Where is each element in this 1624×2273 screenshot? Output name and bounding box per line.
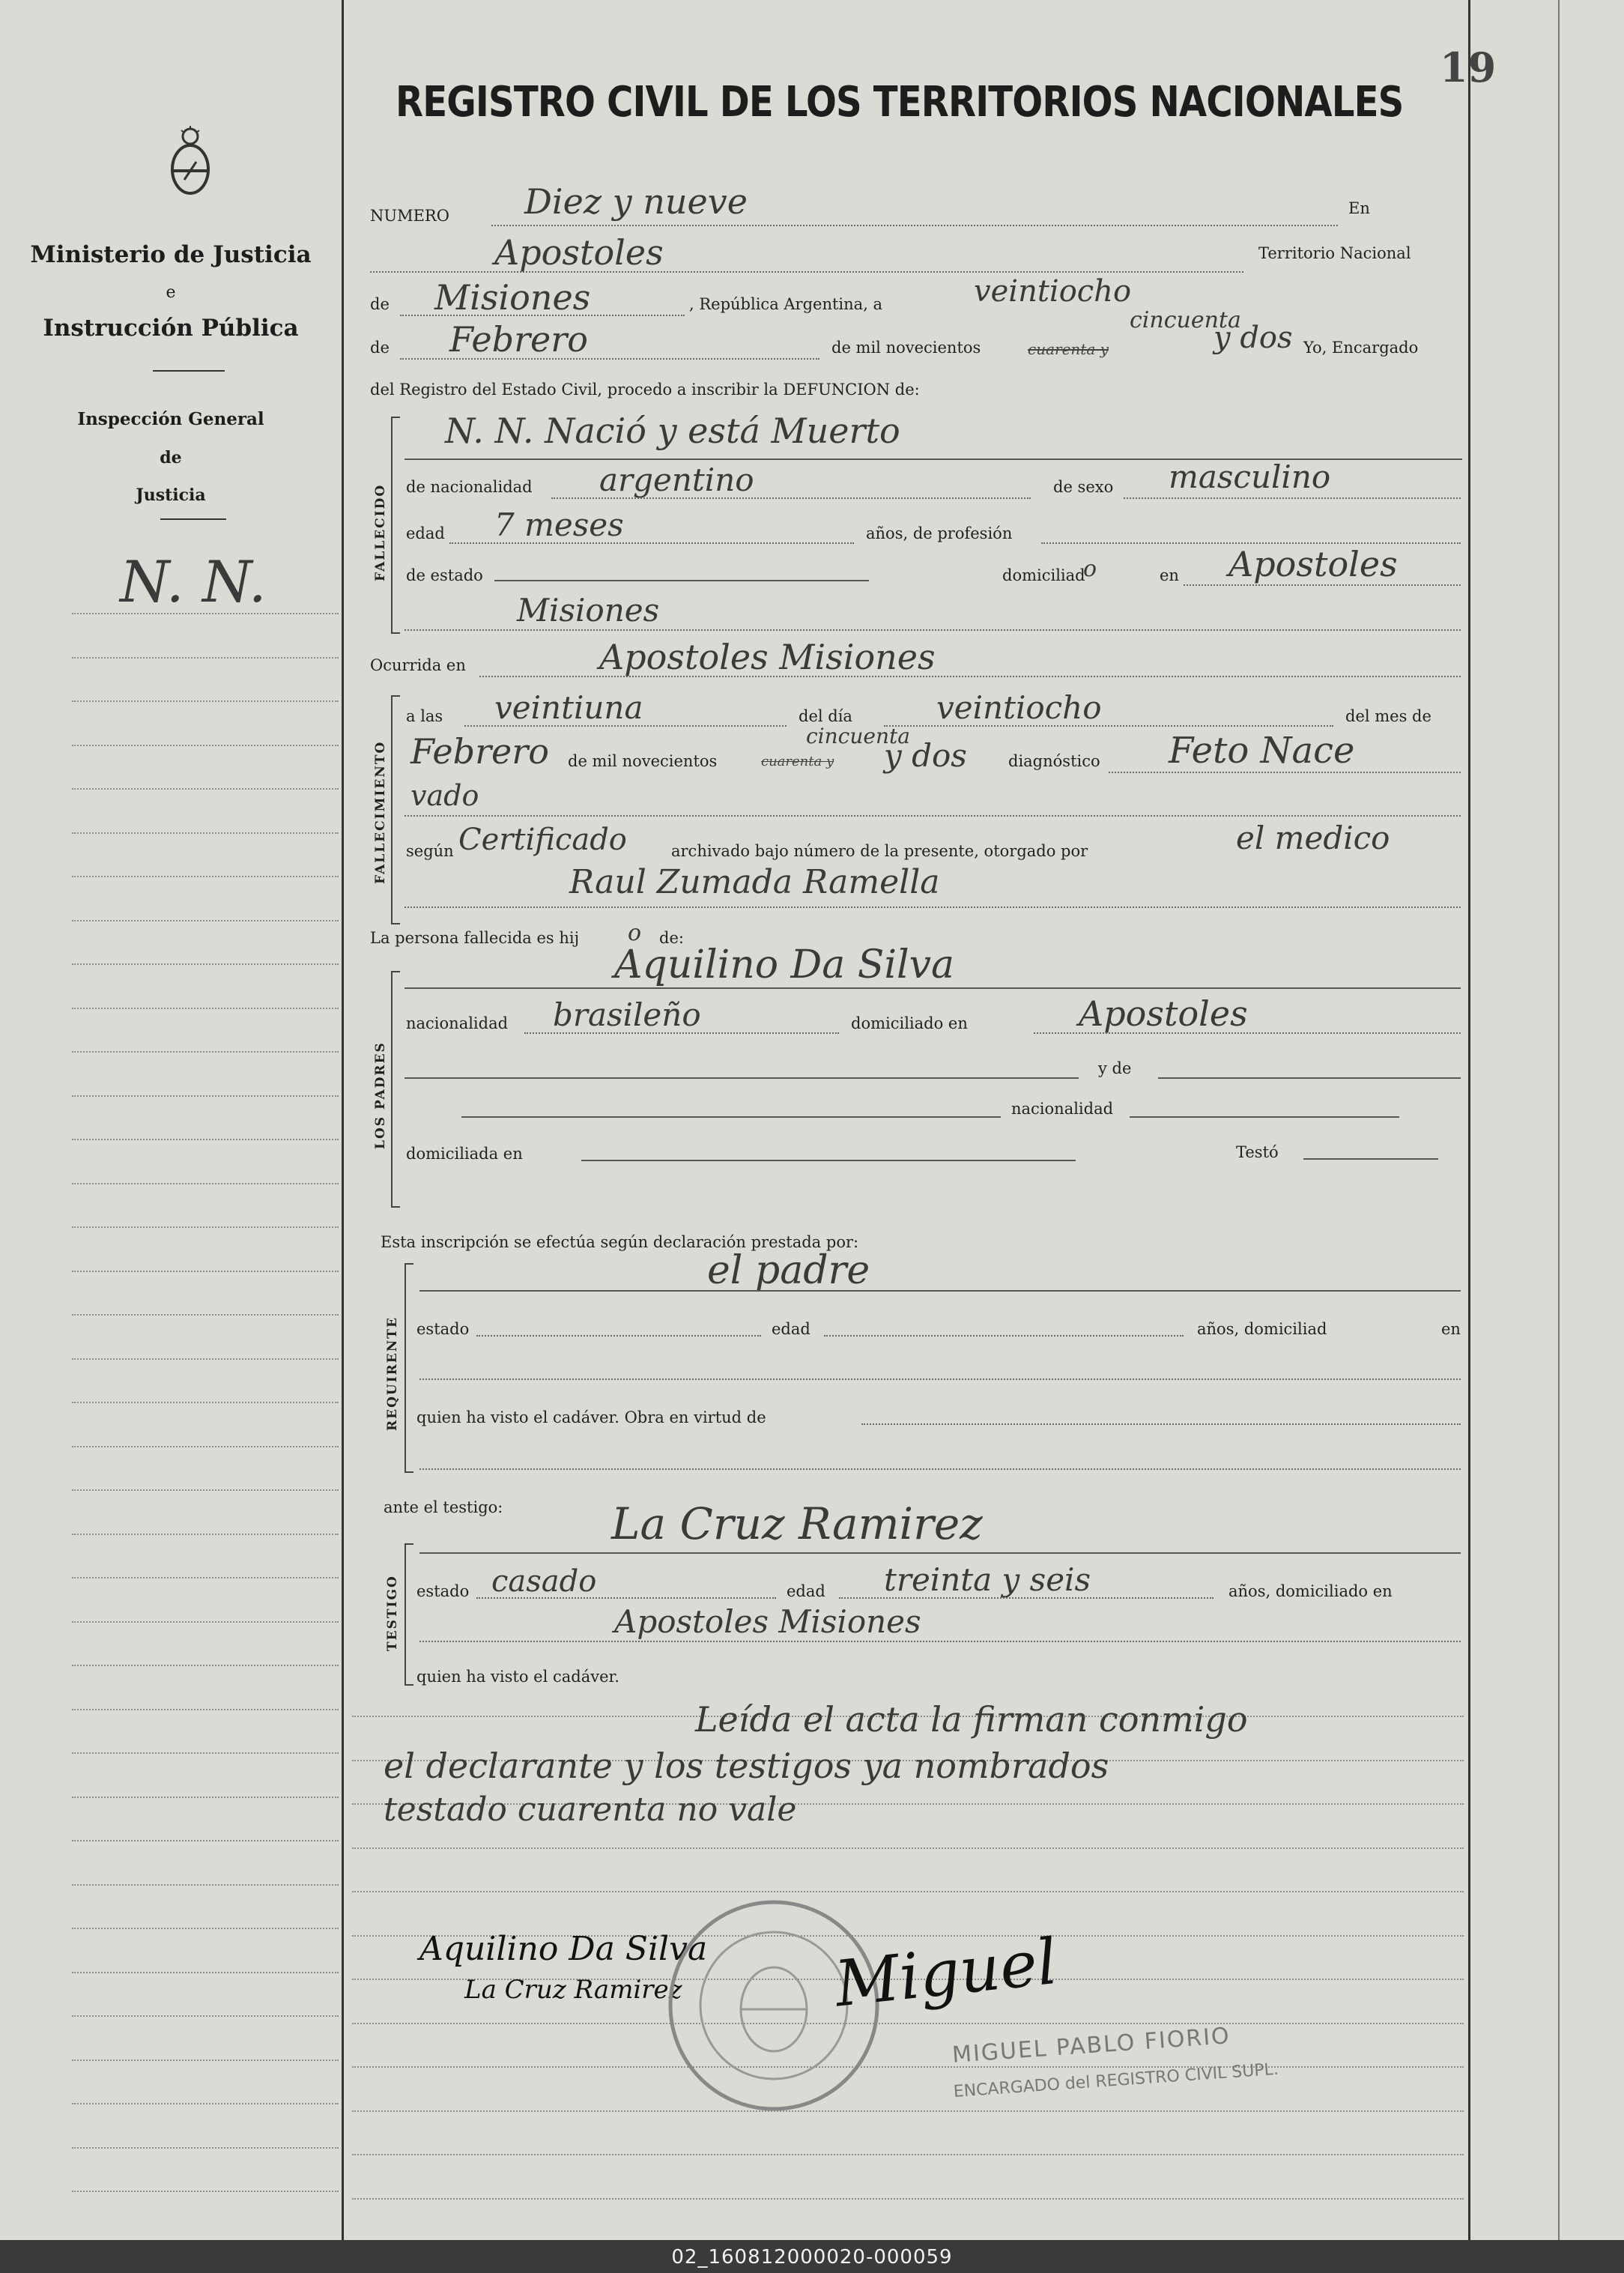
- de-label: de: [370, 295, 390, 313]
- edad-value: 7 meses: [494, 506, 624, 543]
- closing-line-1: Leída el acta la firman conmigo: [695, 1699, 1248, 1740]
- diagnostico-dots: [1109, 772, 1461, 773]
- coat-of-arms-icon: [166, 126, 214, 198]
- declaracion-label: Esta inscripción se efectúa según declaración prestada por:: [381, 1233, 859, 1251]
- numero-label: NUMERO: [370, 207, 449, 225]
- margin-rule: [72, 657, 339, 659]
- medico-value: el medico: [1236, 820, 1390, 856]
- y-de-label: y de: [1098, 1059, 1132, 1077]
- anio-insert: cincuenta: [1130, 307, 1241, 333]
- domiciliado-label: domiciliad: [1002, 566, 1085, 584]
- testigo-estado-dots: [476, 1597, 776, 1599]
- req-estado-dots: [476, 1335, 761, 1337]
- margin-rule: [72, 1226, 339, 1228]
- anio-struck-2: cuarenta y: [761, 754, 834, 769]
- sexo-dots: [1124, 497, 1461, 499]
- page-edge: [1558, 0, 1560, 2240]
- dia-label: del día: [799, 707, 852, 725]
- testigo-name: La Cruz Ramirez: [611, 1498, 983, 1549]
- lower-rule: [352, 1891, 1464, 1892]
- testigo-section-label: TESTIGO: [385, 1575, 400, 1651]
- nacionalidad2-label: nacionalidad: [1011, 1100, 1114, 1118]
- margin-rule: [72, 1095, 339, 1097]
- padre-domicilio: Apostoles: [1079, 993, 1248, 1034]
- margin-rule: [72, 1840, 339, 1841]
- certificado-value: Certificado: [458, 823, 627, 857]
- dia-value: veintiocho: [974, 274, 1132, 309]
- sexo-label: de sexo: [1053, 478, 1114, 496]
- domicilio-dots: [1184, 584, 1461, 586]
- closing-line-2: el declarante y los testigos ya nombrados: [384, 1746, 1109, 1786]
- margin-name-note: N. N.: [120, 548, 267, 615]
- territorio-dots: [400, 315, 685, 316]
- estado-label: de estado: [406, 566, 483, 584]
- req-estado-label: estado: [416, 1320, 470, 1338]
- padre-nacionalidad-label: nacionalidad: [406, 1014, 509, 1032]
- dia-value-2: veintiocho: [936, 689, 1102, 726]
- margin-rule: [72, 832, 339, 834]
- dia-dots: [884, 725, 1333, 727]
- nacionalidad-label: de nacionalidad: [406, 478, 533, 496]
- padre-name: Aquilino Da Silva: [614, 942, 955, 987]
- padre-nac-dots: [524, 1032, 839, 1034]
- margin-rule: [72, 2015, 339, 2017]
- persona-suffix: o: [628, 920, 642, 946]
- testigo-name-line: [419, 1552, 1461, 1554]
- stamp-officer-name: MIGUEL PABLO FIORIO: [951, 2023, 1231, 2068]
- req-edad-label: edad: [772, 1320, 811, 1338]
- edad-label: edad: [406, 524, 445, 542]
- margin-rule: [72, 1008, 339, 1009]
- padre-nacionalidad: brasileño: [553, 996, 701, 1033]
- margin-rule: [72, 2191, 339, 2192]
- margin-rule: [72, 1446, 339, 1447]
- persona-label: La persona fallecida es hij: [370, 929, 580, 947]
- stamp-officer-title: ENCARGADO del REGISTRO CIVIL SUPL.: [953, 2059, 1279, 2101]
- requirente-bracket: [405, 1263, 413, 1473]
- anio-value: y dos: [1214, 321, 1293, 355]
- fallecimiento-bracket: [391, 695, 400, 924]
- ministry-line-1: Ministerio de Justicia: [30, 241, 312, 268]
- lower-rule: [352, 2023, 1464, 2024]
- margin-rule: [72, 1402, 339, 1403]
- fallecido-name: N. N. Nació y está Muerto: [445, 411, 900, 451]
- padres-section-label: LOS PADRES: [373, 1041, 388, 1149]
- numero-dots: [491, 225, 1338, 226]
- margin-rule: [72, 1752, 339, 1754]
- diagnostico-value: Feto Nace: [1169, 730, 1355, 772]
- diagnostico-value-2: vado: [410, 779, 479, 812]
- ministry-divider: [153, 370, 225, 372]
- padre-name-line: [405, 987, 1461, 989]
- req-quien-label: quien ha visto el cadáver. Obra en virtud de: [416, 1408, 766, 1426]
- domicilio-value-2: Misiones: [517, 592, 660, 629]
- hora-value: veintiuna: [494, 689, 643, 726]
- mes-dots: [400, 358, 819, 360]
- margin-rule: [72, 788, 339, 790]
- edad-dots: [449, 542, 854, 544]
- sexo-value: masculino: [1169, 458, 1331, 495]
- declarant-signature: Aquilino Da Silva: [419, 1930, 708, 1968]
- margin-rule: [72, 876, 339, 877]
- segun-label: según: [406, 842, 454, 860]
- lower-rule: [352, 2066, 1464, 2068]
- domicilio2-dots: [405, 629, 1461, 631]
- req-quien-dots: [861, 1423, 1461, 1425]
- padre-dom-dots: [1034, 1032, 1461, 1034]
- witness-signature: La Cruz Ramirez: [464, 1975, 682, 2005]
- testigo-edad-dots: [839, 1597, 1214, 1599]
- testigo-bracket: [405, 1543, 413, 1686]
- testigo-anios-label: años, domiciliado en: [1228, 1582, 1393, 1600]
- margin-rule: [72, 1665, 339, 1666]
- en-label: En: [1348, 199, 1370, 217]
- madre-name-line: [405, 1077, 1079, 1079]
- lower-rule: [352, 1847, 1464, 1849]
- fallecido-section-label: FALLECIDO: [373, 483, 388, 581]
- margin-rule: [72, 1534, 339, 1535]
- y-de-line: [1158, 1077, 1461, 1079]
- margin-rule: [72, 2059, 339, 2061]
- mes-value-2: Febrero: [410, 731, 549, 772]
- right-border-line: [1468, 0, 1470, 2240]
- testigo-edad-label: edad: [787, 1582, 825, 1600]
- req-dom-dots: [419, 1378, 1461, 1380]
- margin-rule: [72, 745, 339, 746]
- testigo-estado-label: estado: [416, 1582, 470, 1600]
- testigo-estado: casado: [491, 1564, 597, 1599]
- mil-label: de mil novecientos: [831, 339, 981, 357]
- margin-rule: [72, 1928, 339, 1929]
- registro-line: del Registro del Estado Civil, procedo a inscribir la DEFUNCION de:: [370, 381, 920, 399]
- de-label-2: de: [370, 339, 390, 357]
- mil-label-2: de mil novecientos: [568, 752, 718, 770]
- fallecimiento-section-label: FALLECIMIENTO: [373, 740, 388, 884]
- anio-value-2: y dos: [884, 737, 967, 774]
- margin-rule: [72, 2103, 339, 2104]
- numero-value: Diez y nueve: [524, 181, 748, 222]
- inspection-divider: [160, 518, 226, 520]
- lower-rule: [352, 2110, 1464, 2112]
- lower-rule: [352, 2198, 1464, 2200]
- ocurrida-value: Apostoles Misiones: [599, 637, 936, 677]
- domiciliado-suffix: o: [1083, 556, 1097, 582]
- margin-rule: [72, 2147, 339, 2149]
- place-value: Apostoles: [494, 232, 664, 273]
- page-number: 19: [1440, 43, 1497, 91]
- left-border-line: [342, 0, 344, 2240]
- lower-rule: [352, 2154, 1464, 2155]
- footer-bar: [0, 2240, 1624, 2273]
- medico-name: Raul Zumada Ramella: [569, 863, 940, 901]
- anio-insert-2: cincuenta: [806, 724, 910, 748]
- req-edad-dots: [824, 1335, 1184, 1337]
- margin-rule: [72, 1051, 339, 1053]
- madre-line: [461, 1116, 1001, 1118]
- requirente-section-label: REQUIRENTE: [385, 1316, 400, 1431]
- inspection-line-2: de: [160, 448, 182, 467]
- territorio-label: Territorio Nacional: [1258, 244, 1411, 262]
- ministry-line-2: e: [166, 283, 176, 302]
- fallecido-bracket: [391, 417, 400, 634]
- nacionalidad2-line: [1130, 1116, 1399, 1118]
- margin-rule: [72, 1139, 339, 1140]
- padre-domiciliado-label: domiciliado en: [851, 1014, 968, 1032]
- officer-signature: Miguel: [831, 1924, 1061, 2021]
- margin-rule: [72, 1489, 339, 1491]
- ministry-line-3: Instrucción Pública: [43, 315, 299, 342]
- profesion-label: años, de profesión: [866, 524, 1013, 542]
- closing-line-3: testado cuarenta no vale: [384, 1791, 797, 1829]
- left-margin-panel: [0, 0, 342, 2240]
- footer-image-label: 02_160812000020-000059: [671, 2246, 953, 2269]
- hora-label: a las: [406, 707, 443, 725]
- persona-de-label: de:: [659, 929, 684, 947]
- testigo-edad: treinta y seis: [884, 1561, 1091, 1598]
- anio-struck: cuarenta y: [1028, 340, 1109, 358]
- medico-dots: [405, 907, 1461, 908]
- domicilio-en-label: en: [1160, 566, 1179, 584]
- estado-line: [494, 580, 869, 581]
- requirente-value: el padre: [707, 1248, 870, 1293]
- margin-rule: [72, 1577, 339, 1579]
- republica-label: , República Argentina, a: [689, 295, 883, 313]
- margin-rule: [72, 920, 339, 921]
- margin-rule: [72, 1797, 339, 1798]
- domiciliada-label: domiciliada en: [406, 1145, 523, 1163]
- yo-label: Yo, Encargado: [1303, 339, 1419, 357]
- margin-rule: [72, 1358, 339, 1360]
- margin-rule: [72, 1183, 339, 1184]
- mes-value: Febrero: [449, 319, 588, 360]
- margin-rule: [72, 1972, 339, 1973]
- margin-rule: [72, 1621, 339, 1623]
- domiciliada-line: [581, 1160, 1076, 1161]
- ocurrida-label: Ocurrida en: [370, 656, 466, 674]
- margin-rule: [72, 700, 339, 702]
- hora-dots: [464, 725, 787, 727]
- diagnostico-label: diagnóstico: [1008, 752, 1100, 770]
- testigo-quien-label: quien ha visto el cadáver.: [416, 1668, 619, 1686]
- testigo-domicilio: Apostoles Misiones: [614, 1603, 921, 1640]
- archivado-label: archivado bajo número de la presente, otorgado por: [671, 842, 1088, 860]
- req-anios-label: años, domiciliad: [1197, 1320, 1327, 1338]
- nacionalidad-dots: [551, 497, 1031, 499]
- margin-rule: [72, 1314, 339, 1316]
- territorio-value: Misiones: [434, 277, 591, 318]
- domicilio-value: Apostoles: [1228, 544, 1398, 584]
- mes-label: del mes de: [1345, 707, 1431, 725]
- inspection-line-1: Inspección General: [77, 409, 264, 429]
- testo-line: [1303, 1158, 1438, 1160]
- requirente-line: [419, 1290, 1461, 1292]
- nacionalidad-value: argentino: [599, 461, 754, 498]
- margin-rule: [72, 1709, 339, 1710]
- place-dots: [370, 271, 1243, 273]
- registry-title: REGISTRO CIVIL DE LOS TERRITORIOS NACIONALES: [396, 78, 1404, 127]
- testo-label: Testó: [1236, 1143, 1279, 1161]
- margin-rule: [72, 1271, 339, 1272]
- margin-rule: [72, 1884, 339, 1886]
- req-en-label: en: [1441, 1320, 1461, 1338]
- diagnostico2-dots: [405, 815, 1461, 817]
- ocurrida-dots: [479, 676, 1461, 677]
- req-extra-dots: [419, 1468, 1461, 1470]
- testigo-dom-dots: [419, 1641, 1461, 1642]
- margin-rule: [72, 963, 339, 965]
- padres-bracket: [391, 971, 400, 1208]
- testigo-intro: ante el testigo:: [384, 1498, 503, 1516]
- inspection-line-3: Justicia: [136, 485, 206, 505]
- margin-rule: [72, 613, 339, 614]
